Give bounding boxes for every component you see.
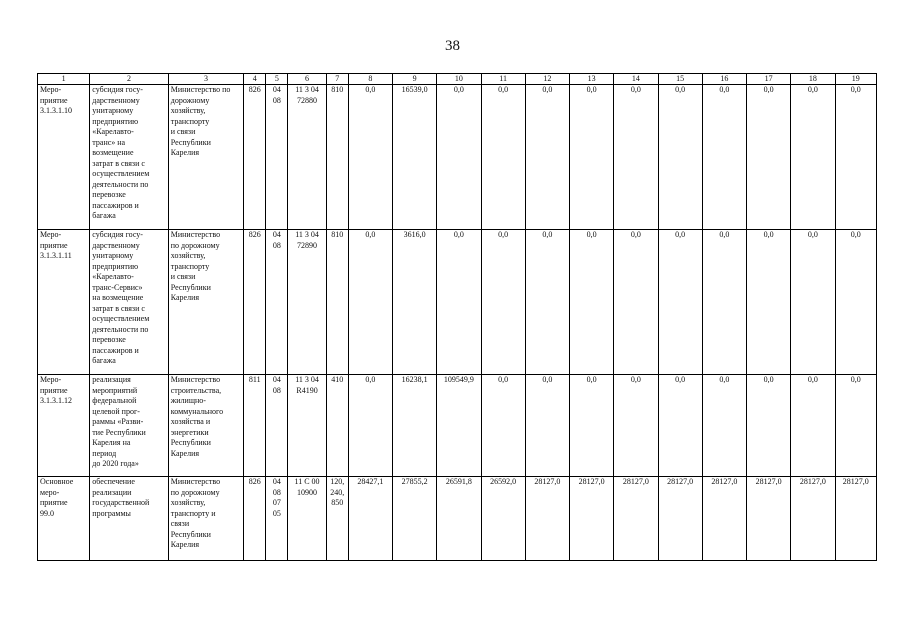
amount-cell: 0,0 <box>614 230 658 375</box>
target-article-cell: 11 С 00 10900 <box>288 477 326 561</box>
amount-cell: 0,0 <box>791 85 835 230</box>
ministry-code-cell: 826 <box>244 230 266 375</box>
column-header: 12 <box>525 74 569 85</box>
amount-cell: 0,0 <box>791 230 835 375</box>
amount-cell: 26591,8 <box>437 477 481 561</box>
amount-cell: 109549,9 <box>437 375 481 477</box>
table-row <box>38 375 877 477</box>
amount-cell: 0,0 <box>437 230 481 375</box>
amount-cell: 26592,0 <box>481 477 525 561</box>
amount-cell: 0,0 <box>525 85 569 230</box>
amount-cell: 0,0 <box>481 85 525 230</box>
amount-cell: 0,0 <box>348 230 392 375</box>
amount-cell: 3616,0 <box>393 230 437 375</box>
column-header: 9 <box>393 74 437 85</box>
target-article-cell: 11 3 04 72890 <box>288 230 326 375</box>
amount-cell: 28127,0 <box>702 477 746 561</box>
amount-cell: 0,0 <box>747 230 791 375</box>
amount-cell: 0,0 <box>747 85 791 230</box>
amount-cell: 0,0 <box>348 375 392 477</box>
ministry-code-cell: 811 <box>244 375 266 477</box>
amount-cell: 0,0 <box>570 375 614 477</box>
executor-cell: Министерство по дорожному хозяйству, транспорту и связи Республики Карелия <box>168 477 243 561</box>
target-article-cell: 11 3 04 72880 <box>288 85 326 230</box>
amount-cell: 0,0 <box>437 85 481 230</box>
event-description-cell: реализация мероприятий федеральной целевой прог- раммы «Разви- тие Республики Карелия на период до 2020 года» <box>90 375 168 477</box>
amount-cell: 0,0 <box>348 85 392 230</box>
amount-cell: 0,0 <box>570 230 614 375</box>
amount-cell: 28127,0 <box>791 477 835 561</box>
amount-cell: 0,0 <box>570 85 614 230</box>
amount-cell: 28127,0 <box>747 477 791 561</box>
column-header: 18 <box>791 74 835 85</box>
column-header: 8 <box>348 74 392 85</box>
amount-cell: 0,0 <box>747 375 791 477</box>
amount-cell: 28127,0 <box>835 477 876 561</box>
section-code-cell: 04 08 <box>266 85 288 230</box>
column-header: 10 <box>437 74 481 85</box>
executor-cell: Министерство строительства, жилищно- коммунального хозяйства и энергетики Республики Карелия <box>168 375 243 477</box>
header-row <box>38 74 877 85</box>
amount-cell: 0,0 <box>658 230 702 375</box>
amount-cell: 0,0 <box>614 85 658 230</box>
column-header: 4 <box>244 74 266 85</box>
amount-cell: 28127,0 <box>525 477 569 561</box>
executor-cell: Министерство по дорожному хозяйству, транспорту и связи Республики Карелия <box>168 230 243 375</box>
ministry-code-cell: 826 <box>244 85 266 230</box>
column-header: 11 <box>481 74 525 85</box>
amount-cell: 0,0 <box>702 85 746 230</box>
amount-cell: 0,0 <box>658 375 702 477</box>
page-number: 38 <box>445 38 460 54</box>
column-header: 5 <box>266 74 288 85</box>
amount-cell: 0,0 <box>658 85 702 230</box>
table-row <box>38 477 877 561</box>
amount-cell: 28127,0 <box>614 477 658 561</box>
event-name-cell: Меро- приятие 3.1.3.1.12 <box>38 375 90 477</box>
amount-cell: 0,0 <box>481 375 525 477</box>
column-header: 19 <box>835 74 876 85</box>
section-code-cell: 04 08 <box>266 230 288 375</box>
column-header: 3 <box>168 74 243 85</box>
amount-cell: 0,0 <box>525 375 569 477</box>
budget-table <box>37 73 877 561</box>
column-header: 13 <box>570 74 614 85</box>
expense-type-cell: 810 <box>326 230 348 375</box>
expense-type-cell: 410 <box>326 375 348 477</box>
event-description-cell: обеспечение реализации государственной программы <box>90 477 168 561</box>
event-name-cell: Основное меро- приятие 99.0 <box>38 477 90 561</box>
amount-cell: 0,0 <box>791 375 835 477</box>
column-header: 14 <box>614 74 658 85</box>
amount-cell: 0,0 <box>835 375 876 477</box>
event-name-cell: Меро- приятие 3.1.3.1.10 <box>38 85 90 230</box>
amount-cell: 0,0 <box>835 230 876 375</box>
amount-cell: 0,0 <box>481 230 525 375</box>
column-header: 16 <box>702 74 746 85</box>
amount-cell: 0,0 <box>525 230 569 375</box>
table-row <box>38 230 877 375</box>
section-code-cell: 04 08 <box>266 375 288 477</box>
event-description-cell: субсидия госу- дарственному унитарному предприятию «Карелавто- транс» на возмещение затрат в связи с осуществлением деятельности по перевозке пассажиров и багажа <box>90 85 168 230</box>
ministry-code-cell: 826 <box>244 477 266 561</box>
event-name-cell: Меро- приятие 3.1.3.1.11 <box>38 230 90 375</box>
executor-cell: Министерство по дорожному хозяйству, транспорту и связи Республики Карелия <box>168 85 243 230</box>
column-header: 2 <box>90 74 168 85</box>
amount-cell: 0,0 <box>614 375 658 477</box>
column-header: 7 <box>326 74 348 85</box>
amount-cell: 0,0 <box>835 85 876 230</box>
section-code-cell: 04 08 07 05 <box>266 477 288 561</box>
amount-cell: 28427,1 <box>348 477 392 561</box>
expense-type-cell: 810 <box>326 85 348 230</box>
column-header: 15 <box>658 74 702 85</box>
event-description-cell: субсидия госу- дарственному унитарному предприятию «Карелавто- транс-Сервис» на возмещение затрат в связи с осуществлением деятельности по перевозке пассажиров и багажа <box>90 230 168 375</box>
amount-cell: 16539,0 <box>393 85 437 230</box>
amount-cell: 16238,1 <box>393 375 437 477</box>
amount-cell: 27855,2 <box>393 477 437 561</box>
column-header: 6 <box>288 74 326 85</box>
amount-cell: 0,0 <box>702 375 746 477</box>
column-header: 17 <box>747 74 791 85</box>
target-article-cell: 11 3 04 R4190 <box>288 375 326 477</box>
expense-type-cell: 120, 240, 850 <box>326 477 348 561</box>
table-row <box>38 85 877 230</box>
amount-cell: 28127,0 <box>570 477 614 561</box>
column-header: 1 <box>38 74 90 85</box>
amount-cell: 0,0 <box>702 230 746 375</box>
amount-cell: 28127,0 <box>658 477 702 561</box>
